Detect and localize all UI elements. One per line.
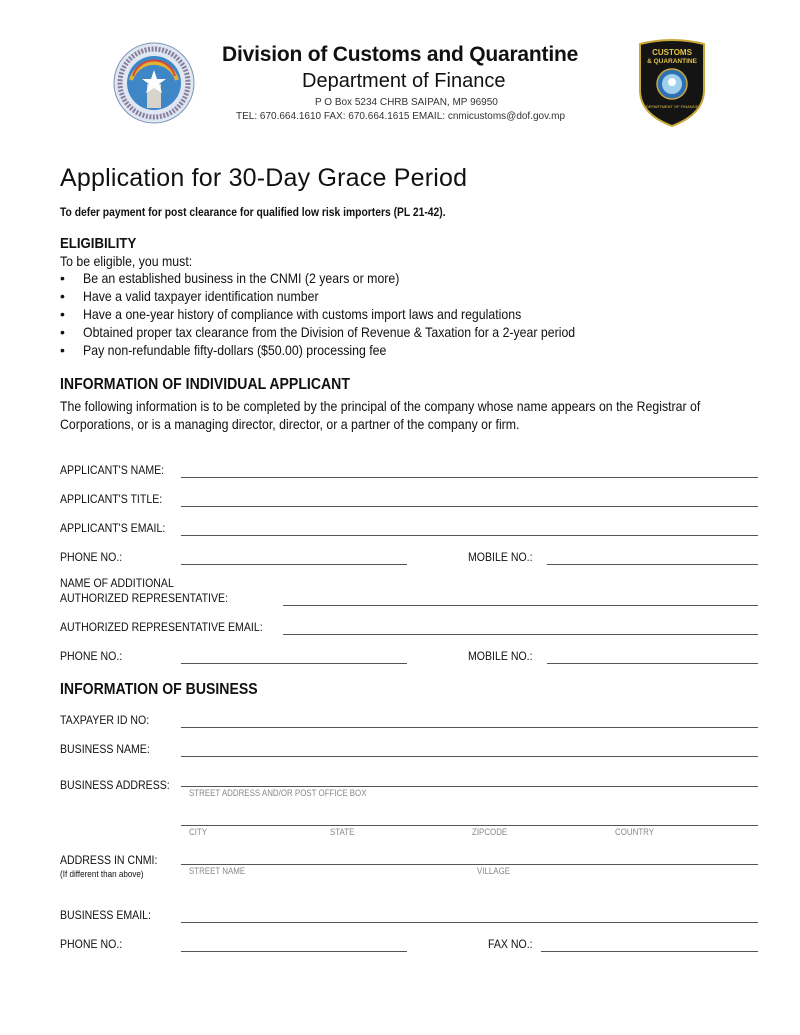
additional-rep-name-field[interactable]: [283, 605, 758, 606]
business-phone-label: PHONE NO.:: [60, 937, 123, 951]
street-name-hint: STREET NAME: [189, 866, 246, 876]
eligibility-item: • Be an established business in the CNMI (2 years or more): [60, 270, 400, 286]
applicant-mobile-field[interactable]: [547, 564, 758, 565]
taxpayer-id-label: TAXPAYER ID NO:: [60, 713, 150, 727]
applicant-email-field[interactable]: [181, 535, 758, 536]
applicant-mobile-label: MOBILE NO.:: [468, 550, 533, 564]
office-contact: TEL: 670.664.1610 FAX: 670.664.1615 EMAIL: cnmicustoms@dof.gov.mp: [236, 111, 566, 122]
applicant-name-field[interactable]: [181, 477, 758, 478]
applicant-phone-label: PHONE NO.:: [60, 550, 123, 564]
business-fax-label: FAX NO.:: [488, 937, 533, 951]
rep-phone-label: PHONE NO.:: [60, 649, 123, 663]
business-street-field[interactable]: [181, 786, 758, 787]
office-address: P O Box 5234 CHRB SAIPAN, MP 96950: [315, 97, 498, 108]
svg-text:& QUARANTINE: & QUARANTINE: [647, 58, 697, 65]
department-name: Department of Finance: [302, 70, 506, 92]
business-name-field[interactable]: [181, 756, 758, 757]
applicant-title-field[interactable]: [181, 506, 758, 507]
eligibility-item: • Obtained proper tax clearance from the Division of Revenue & Taxation for a 2-year period: [60, 324, 576, 340]
cnmi-address-field[interactable]: [181, 864, 758, 865]
customs-quarantine-badge-icon: [636, 38, 708, 128]
svg-text:CUSTOMS: CUSTOMS: [652, 48, 692, 57]
zipcode-hint: ZIPCODE: [472, 827, 508, 837]
eligibility-item: • Have a valid taxpayer identification number: [60, 288, 319, 304]
business-email-label: BUSINESS EMAIL:: [60, 908, 151, 922]
taxpayer-id-field[interactable]: [181, 727, 758, 728]
city-hint: CITY: [189, 827, 208, 837]
rep-email-label: AUTHORIZED REPRESENTATIVE EMAIL:: [60, 620, 263, 634]
additional-rep-label-line1: NAME OF ADDITIONAL: [60, 576, 174, 590]
eligibility-list: [60, 270, 642, 360]
rep-email-field[interactable]: [283, 634, 758, 635]
state-hint: STATE: [330, 827, 355, 837]
applicant-heading: INFORMATION OF INDIVIDUAL APPLICANT: [60, 376, 350, 393]
business-name-label: BUSINESS NAME:: [60, 742, 150, 756]
applicant-name-label: APPLICANT'S NAME:: [60, 463, 165, 477]
cnmi-address-note: (If different than above): [60, 869, 144, 879]
division-name: Division of Customs and Quarantine: [222, 43, 579, 66]
applicant-email-label: APPLICANT'S EMAIL:: [60, 521, 166, 535]
village-hint: VILLAGE: [477, 866, 511, 876]
applicant-description-line1: The following information is to be completed by the principal of the company whose name appears on the Registrar of: [60, 398, 701, 414]
cnmi-address-label: ADDRESS IN CNMI:: [60, 853, 158, 867]
business-email-field[interactable]: [181, 922, 758, 923]
eligibility-intro: To be eligible, you must:: [60, 253, 193, 269]
applicant-description-line2: Corporations, or is a managing director, director, or a partner of the company or firm.: [60, 416, 520, 432]
eligibility-heading: ELIGIBILITY: [60, 235, 137, 252]
street-address-hint: STREET ADDRESS AND/OR POST OFFICE BOX: [189, 788, 367, 798]
rep-phone-field[interactable]: [181, 663, 407, 664]
cnmi-seal-icon: [113, 42, 195, 124]
country-hint: COUNTRY: [615, 827, 655, 837]
eligibility-item: • Pay non-refundable fifty-dollars ($50.00) processing fee: [60, 342, 387, 358]
applicant-phone-field[interactable]: [181, 564, 407, 565]
form-subtitle: To defer payment for post clearance for qualified low risk importers (PL 21-42).: [60, 205, 446, 219]
svg-text:DEPARTMENT OF FINANCE: DEPARTMENT OF FINANCE: [645, 104, 699, 109]
page-title: Application for 30-Day Grace Period: [60, 164, 468, 192]
applicant-title-label: APPLICANT'S TITLE:: [60, 492, 163, 506]
business-heading: INFORMATION OF BUSINESS: [60, 681, 258, 698]
business-address-label: BUSINESS ADDRESS:: [60, 778, 170, 792]
business-phone-field[interactable]: [181, 951, 407, 952]
business-fax-field[interactable]: [541, 951, 758, 952]
additional-rep-label-line2: AUTHORIZED REPRESENTATIVE:: [60, 591, 229, 605]
rep-mobile-label: MOBILE NO.:: [468, 649, 533, 663]
rep-mobile-field[interactable]: [547, 663, 758, 664]
business-city-state-field[interactable]: [181, 825, 758, 826]
eligibility-item: • Have a one-year history of compliance with customs import laws and regulations: [60, 306, 522, 322]
